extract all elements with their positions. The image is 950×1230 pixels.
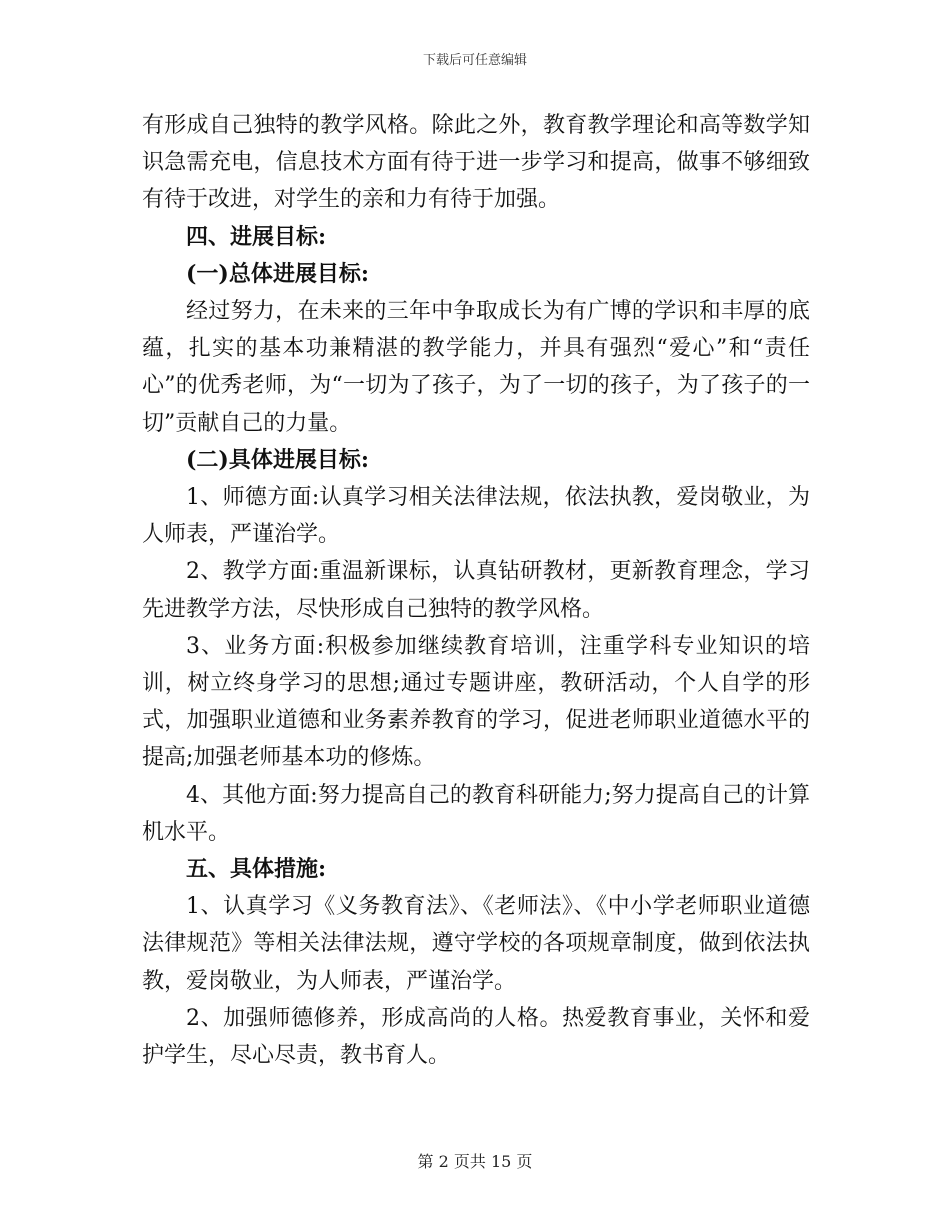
- paragraph-measure-study-law: 1、认真学习《义务教育法》、《老师法》、《中小学老师职业道德法律规范》等相关法律法规，遵守学校的各项规章制度，做到依法执教，爱岗敬业，为人师表，严谨治学。: [142, 894, 810, 994]
- subsection-heading-overall-goals: (一)总体进展目标:: [186, 260, 369, 287]
- paragraph-goal-ethics: 1、师德方面:认真学习相关法律法规，依法执教，爱岗敬业，为人师表，严谨治学。: [142, 485, 810, 548]
- page-number: 第 2 页共 15 页: [417, 1152, 533, 1171]
- document-body: [142, 107, 810, 1074]
- paragraph-overall-goals: 经过努力，在未来的三年中争取成长为有广博的学识和丰厚的底蕴，扎实的基本功兼精湛的教学能力，并具有强烈“爱心”和“责任心”的优秀老师，为“一切为了孩子，为了一切的孩子，为了孩子的一切”贡献自己的力量。: [142, 299, 810, 436]
- section-heading-goals: 四、进展目标:: [186, 223, 327, 250]
- subsection-heading-specific-goals: (二)具体进展目标:: [186, 446, 369, 473]
- paragraph-measure-ethics: 2、加强师德修养，形成高尚的人格。热爱教育事业，关怀和爱护学生，尽心尽责，教书育人。: [142, 1005, 810, 1069]
- paragraph-goal-other: 4、其他方面:努力提高自己的教育科研能力;努力提高自己的计算机水平。: [142, 782, 810, 845]
- page-header-note: 下载后可任意编辑: [422, 53, 527, 68]
- paragraph-continuation: 有形成自己独特的教学风格。除此之外，教育教学理论和高等数学知识急需充电，信息技术方面有待于进一步学习和提高，做事不够细致有待于改进，对学生的亲和力有待于加强。: [142, 113, 810, 213]
- paragraph-goal-teaching: 2、教学方面:重温新课标，认真钻研教材，更新教育理念，学习先进教学方法，尽快形成自己独特的教学风格。: [142, 559, 810, 622]
- paragraph-goal-professional: 3、业务方面:积极参加继续教育培训，注重学科专业知识的培训，树立终身学习的思想;通过专题讲座，教研活动，个人自学的形式，加强职业道德和业务素养教育的学习，促进老师职业道德水平的提高;加强老师基本功的修炼。: [142, 633, 810, 771]
- section-heading-measures: 五、具体措施:: [186, 856, 327, 883]
